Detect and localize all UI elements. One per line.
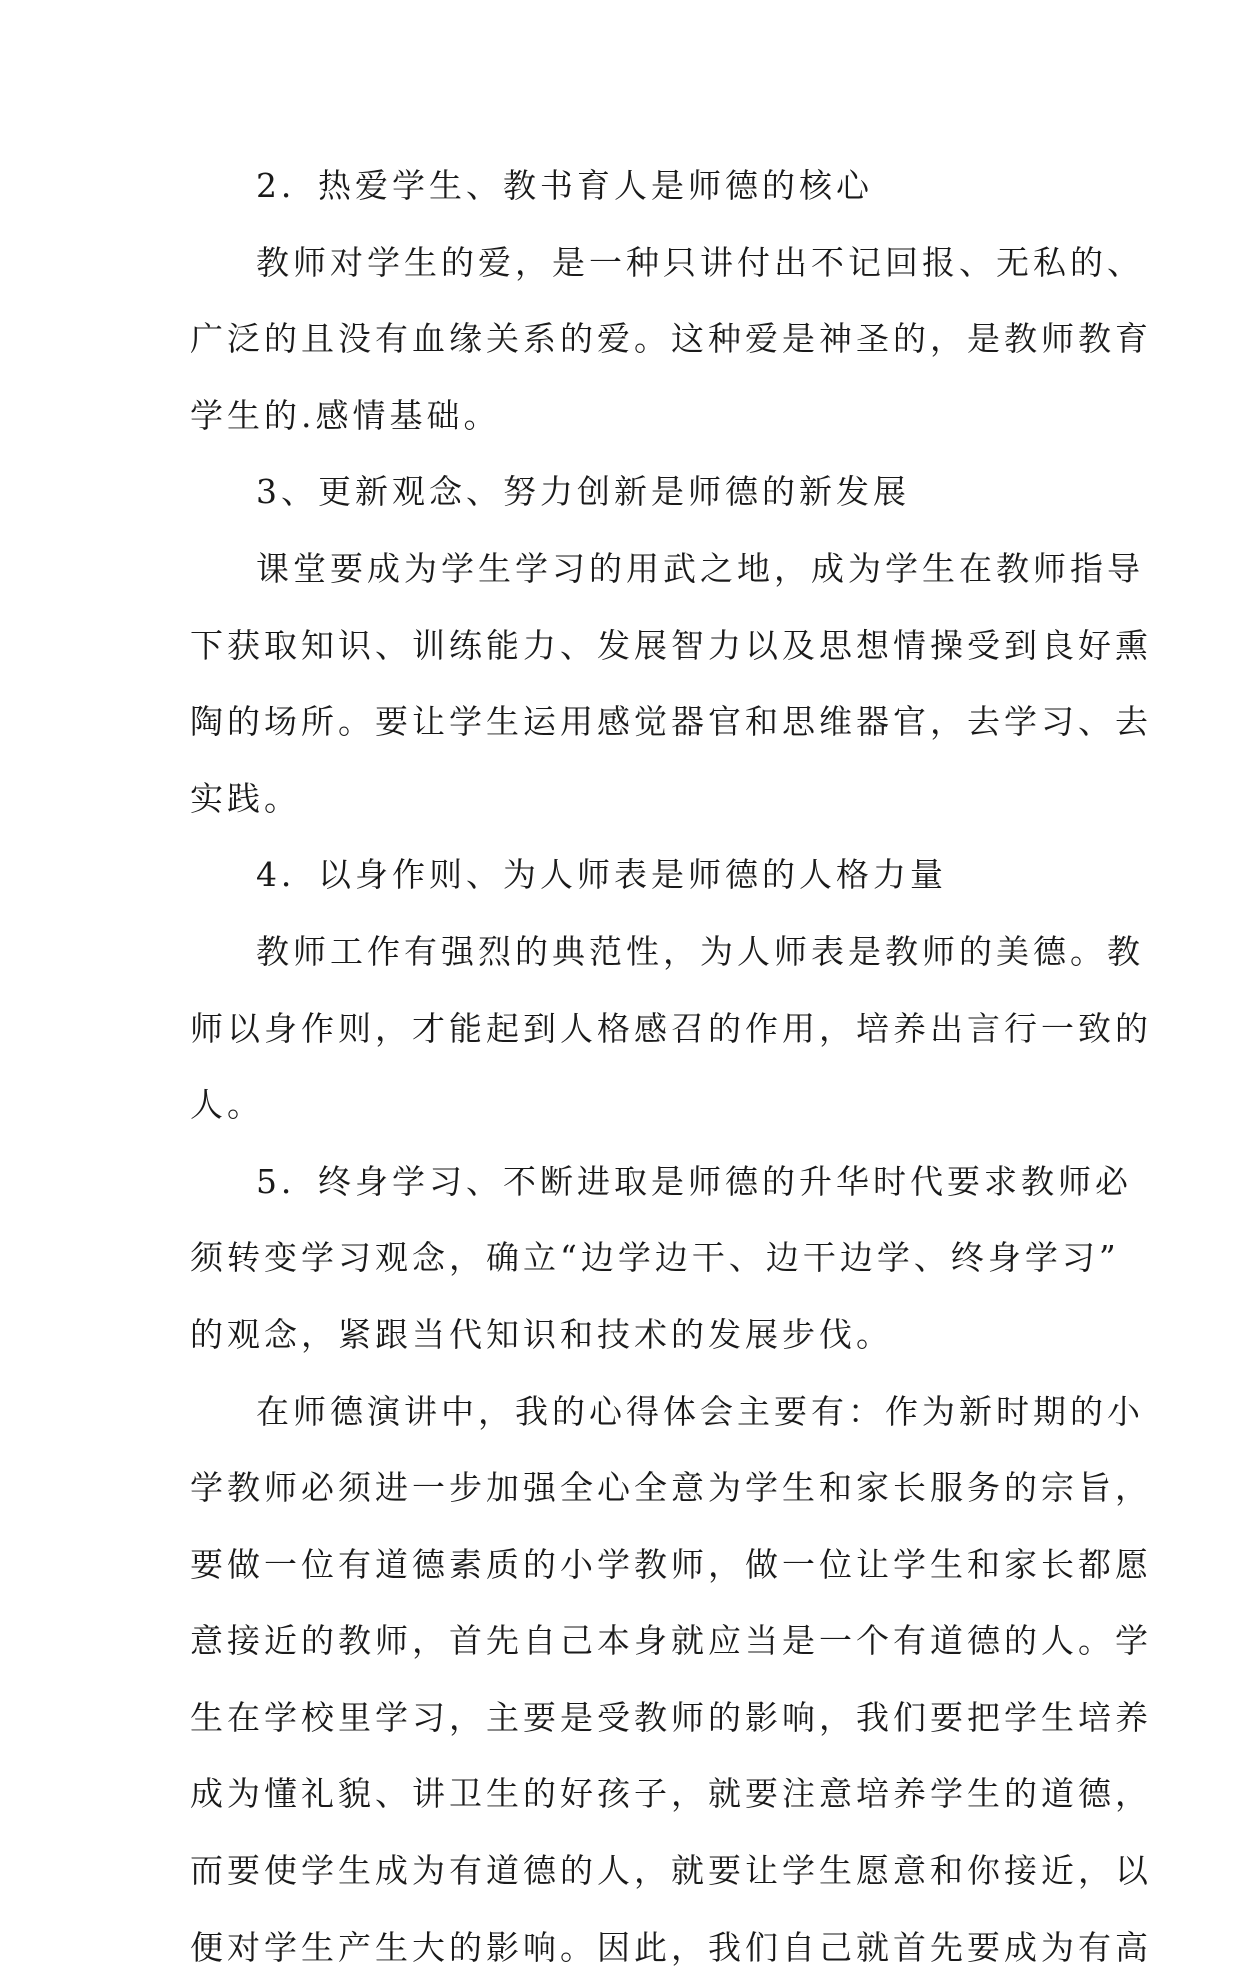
paragraph-line: 人。 [190, 1085, 264, 1125]
section-heading-2: 2．热爱学生、教书育人是师德的核心 [256, 166, 873, 205]
paragraph-line: 课堂要成为学生学习的用武之地，成为学生在教师指导 [256, 548, 1144, 588]
paragraph-line: 下获取知识、训练能力、发展智力以及思想情操受到良好熏 [190, 625, 1152, 665]
paragraph-line: 陶的场所。要让学生运用感觉器官和思维器官，去学习、去 [190, 702, 1152, 742]
paragraph-line: 便对学生产生大的影响。因此，我们自己就首先要成为有高 [190, 1927, 1152, 1967]
paragraph-line: 要做一位有道德素质的小学教师，做一位让学生和家长都愿 [190, 1544, 1152, 1584]
paragraph-line: 而要使学生成为有道德的人，就要让学生愿意和你接近，以 [190, 1851, 1152, 1891]
paragraph-line: 实践。 [190, 778, 301, 818]
paragraph-line: 师以身作则，才能起到人格感召的作用，培养出言行一致的 [190, 1008, 1152, 1048]
paragraph-line: 须转变学习观念，确立“边学边干、边干边学、终身学习” [190, 1238, 1120, 1278]
section-heading-3: 3、更新观念、努力创新是师德的新发展 [256, 472, 910, 512]
paragraph-line: 在师德演讲中，我的心得体会主要有：作为新时期的小 [256, 1391, 1144, 1431]
paragraph-line: 教师工作有强烈的典范性，为人师表是教师的美德。教 [256, 931, 1144, 971]
paragraph-line: 意接近的教师，首先自己本身就应当是一个有道德的人。学 [190, 1621, 1152, 1661]
paragraph-line: 的观念，紧跟当代知识和技术的发展步伐。 [190, 1314, 893, 1354]
paragraph-line: 广泛的且没有血缘关系的爱。这种爱是神圣的，是教师教育 [190, 319, 1152, 359]
paragraph-line: 学生的.感情基础。 [190, 395, 501, 435]
paragraph-line: 教师对学生的爱，是一种只讲付出不记回报、无私的、 [256, 242, 1144, 282]
paragraph-line: 生在学校里学习，主要是受教师的影响，我们要把学生培养 [190, 1697, 1152, 1737]
document-body [190, 148, 1152, 1986]
paragraph-line: 成为懂礼貌、讲卫生的好孩子，就要注意培养学生的道德， [190, 1774, 1152, 1814]
section-heading-4: 4．以身作则、为人师表是师德的人格力量 [256, 855, 947, 895]
paragraph-line: 学教师必须进一步加强全心全意为学生和家长服务的宗旨， [190, 1468, 1152, 1508]
section-heading-5: 5．终身学习、不断进取是师德的升华时代要求教师必 [256, 1161, 1132, 1201]
